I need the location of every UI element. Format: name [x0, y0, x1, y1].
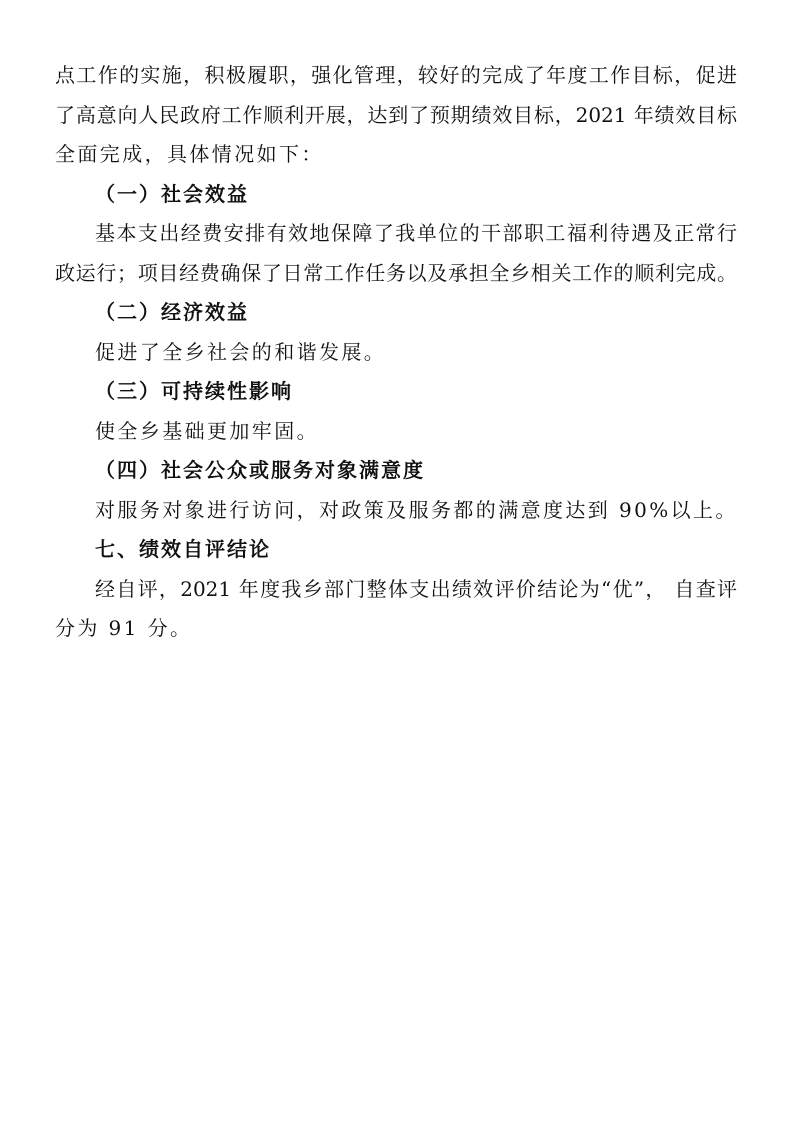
document-body [55, 56, 737, 649]
economic-benefit-text: 促进了全乡社会的和谐发展。 [95, 339, 387, 364]
social-benefit-line-2: 政运行；项目经费确保了日常工作任务以及承担全乡相关工作的顺利完成。 [55, 260, 737, 285]
intro-line-2: 了高意向人民政府工作顺利开展，达到了预期绩效目标，2021 年绩效目标 [55, 102, 737, 127]
section-heading-social-benefit: （一）社会效益 [95, 181, 249, 206]
sustainable-impact-text: 使全乡基础更加牢固。 [95, 418, 319, 443]
social-benefit-line-1: 基本支出经费安排有效地保障了我单位的干部职工福利待遇及正常行 [95, 221, 737, 245]
intro-line-1: 点工作的实施，积极履职，强化管理，较好的完成了年度工作目标，促进 [55, 63, 737, 87]
section-heading-sustainable-impact: （三）可持续性影响 [95, 379, 293, 403]
section-heading-satisfaction: （四）社会公众或服务对象满意度 [95, 458, 425, 482]
section-heading-conclusion: 七、绩效自评结论 [95, 537, 271, 561]
intro-line-3: 全面完成，具体情况如下： [55, 142, 324, 166]
satisfaction-text: 对服务对象进行访问，对政策及服务都的满意度达到 90%以上。 [95, 497, 738, 522]
conclusion-line-2: 分为 91 分。 [55, 616, 193, 640]
section-heading-economic-benefit: （二）经济效益 [95, 300, 249, 324]
conclusion-line-1: 经自评，2021 年度我乡部门整体支出绩效评价结论为“优”， 自查评 [95, 576, 737, 601]
